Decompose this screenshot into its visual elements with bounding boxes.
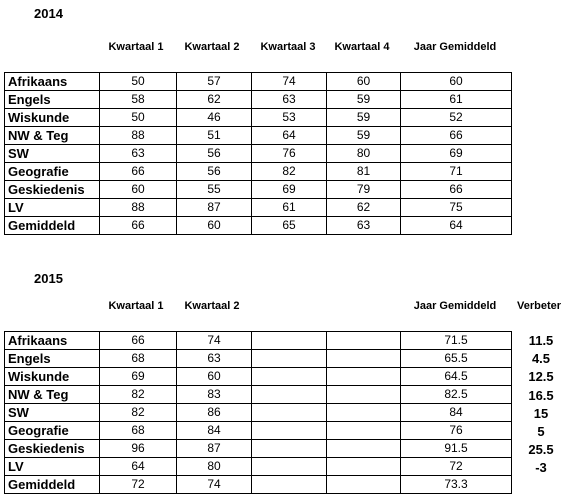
score-cell [252, 458, 327, 476]
improvement-value: 16.5 [528, 387, 554, 403]
score-cell: 79 [327, 181, 401, 199]
score-cell [327, 350, 401, 368]
score-cell: 71.5 [401, 332, 512, 350]
score-cell: 69 [252, 181, 327, 199]
score-cell: 60 [177, 368, 252, 386]
score-cell: 73.3 [401, 476, 512, 494]
score-cell [252, 422, 327, 440]
score-cell: 58 [100, 91, 177, 109]
score-cell [252, 332, 327, 350]
score-cell: 57 [177, 73, 252, 91]
score-cell: 62 [327, 199, 401, 217]
subject-cell: SW [5, 145, 100, 163]
score-cell: 64 [401, 217, 512, 235]
subject-cell: Wiskunde [5, 368, 100, 386]
improvement-value: 4.5 [531, 351, 551, 367]
score-cell: 82.5 [401, 386, 512, 404]
score-cell: 82 [100, 404, 177, 422]
table-row [5, 440, 512, 458]
score-cell [252, 368, 327, 386]
column-header: Jaar Gemiddeld [413, 300, 497, 312]
score-cell: 60 [177, 217, 252, 235]
score-cell: 68 [100, 350, 177, 368]
score-cell: 96 [100, 440, 177, 458]
score-cell: 76 [252, 145, 327, 163]
score-cell: 61 [401, 91, 512, 109]
score-cell: 60 [100, 181, 177, 199]
score-cell: 66 [100, 332, 177, 350]
score-cell: 87 [177, 199, 252, 217]
score-cell [327, 422, 401, 440]
subject-cell: Geskiedenis [5, 181, 100, 199]
table-row [5, 476, 512, 494]
score-cell: 75 [401, 199, 512, 217]
score-cell: 52 [401, 109, 512, 127]
subject-cell: Wiskunde [5, 109, 100, 127]
subject-cell: Gemiddeld [5, 217, 100, 235]
table-row [5, 127, 512, 145]
score-cell: 63 [100, 145, 177, 163]
subject-cell: LV [5, 199, 100, 217]
score-cell: 65 [252, 217, 327, 235]
column-header: Kwartaal 1 [108, 300, 164, 312]
table-row [5, 109, 512, 127]
score-cell: 80 [327, 145, 401, 163]
score-cell: 74 [252, 73, 327, 91]
score-cell: 68 [100, 422, 177, 440]
subject-cell: Geskiedenis [5, 440, 100, 458]
score-cell: 81 [327, 163, 401, 181]
score-cell [327, 440, 401, 458]
column-header: Jaar Gemiddeld [413, 41, 497, 53]
improvement-value: 25.5 [528, 442, 554, 458]
table-row [5, 368, 512, 386]
score-cell: 66 [401, 181, 512, 199]
score-cell: 51 [177, 127, 252, 145]
score-cell: 84 [177, 422, 252, 440]
score-cell: 66 [100, 217, 177, 235]
score-cell: 46 [177, 109, 252, 127]
score-cell: 71 [401, 163, 512, 181]
score-cell: 50 [100, 109, 177, 127]
table-row [5, 386, 512, 404]
score-cell: 69 [401, 145, 512, 163]
improvement-header: Verbeter [517, 300, 562, 312]
score-cell: 50 [100, 73, 177, 91]
score-cell [252, 440, 327, 458]
subject-cell: SW [5, 404, 100, 422]
table-row [5, 91, 512, 109]
score-cell: 55 [177, 181, 252, 199]
score-cell [252, 404, 327, 422]
table-row [5, 458, 512, 476]
table-row [5, 217, 512, 235]
score-cell [327, 386, 401, 404]
score-cell [327, 404, 401, 422]
improvement-value: 11.5 [528, 333, 554, 348]
score-cell: 66 [100, 163, 177, 181]
score-cell: 64 [100, 458, 177, 476]
score-cell [252, 350, 327, 368]
score-cell [327, 458, 401, 476]
score-cell: 59 [327, 109, 401, 127]
score-cell: 60 [401, 73, 512, 91]
subject-cell: Engels [5, 91, 100, 109]
score-cell: 87 [177, 440, 252, 458]
table-row [5, 332, 512, 350]
score-cell: 63 [252, 91, 327, 109]
column-header: Kwartaal 2 [184, 300, 240, 312]
score-cell: 59 [327, 91, 401, 109]
table-row [5, 163, 512, 181]
column-header: Kwartaal 4 [334, 41, 390, 53]
score-cell: 82 [100, 386, 177, 404]
subject-cell: LV [5, 458, 100, 476]
score-cell: 82 [252, 163, 327, 181]
score-cell: 60 [327, 73, 401, 91]
subject-cell: NW & Teg [5, 127, 100, 145]
score-cell [327, 368, 401, 386]
improvement-value: 15 [533, 405, 549, 421]
subject-cell: Geografie [5, 163, 100, 181]
subject-cell: Afrikaans [5, 332, 100, 350]
score-cell: 56 [177, 163, 252, 181]
score-cell: 59 [327, 127, 401, 145]
table-row [5, 199, 512, 217]
score-cell: 72 [100, 476, 177, 494]
score-cell: 74 [177, 476, 252, 494]
improvement-value: -3 [535, 460, 547, 476]
score-cell: 53 [252, 109, 327, 127]
table-row [5, 73, 512, 91]
subject-cell: Geografie [5, 422, 100, 440]
score-cell: 65.5 [401, 350, 512, 368]
score-cell: 80 [177, 458, 252, 476]
score-cell: 72 [401, 458, 512, 476]
score-cell: 84 [401, 404, 512, 422]
score-cell: 83 [177, 386, 252, 404]
score-cell: 74 [177, 332, 252, 350]
table-row [5, 404, 512, 422]
column-header: Kwartaal 2 [184, 41, 240, 53]
score-cell [327, 476, 401, 494]
table-row [5, 181, 512, 199]
score-cell: 86 [177, 404, 252, 422]
improvement-value: 12.5 [528, 369, 554, 385]
score-cell: 56 [177, 145, 252, 163]
score-cell: 91.5 [401, 440, 512, 458]
table-2014 [4, 72, 512, 235]
column-header: Kwartaal 3 [260, 41, 316, 53]
score-cell: 69 [100, 368, 177, 386]
score-cell: 88 [100, 127, 177, 145]
column-header: Kwartaal 1 [108, 41, 164, 53]
score-cell: 62 [177, 91, 252, 109]
year-title-2015: 2015 [34, 271, 63, 286]
table-row [5, 145, 512, 163]
score-cell: 76 [401, 422, 512, 440]
score-cell [327, 332, 401, 350]
score-cell [252, 386, 327, 404]
score-cell: 64 [252, 127, 327, 145]
score-cell: 66 [401, 127, 512, 145]
year-title-2014: 2014 [34, 6, 63, 21]
score-cell: 63 [177, 350, 252, 368]
subject-cell: Afrikaans [5, 73, 100, 91]
score-cell: 63 [327, 217, 401, 235]
table-row [5, 422, 512, 440]
subject-cell: Gemiddeld [5, 476, 100, 494]
table-row [5, 350, 512, 368]
subject-cell: NW & Teg [5, 386, 100, 404]
score-cell: 64.5 [401, 368, 512, 386]
subject-cell: Engels [5, 350, 100, 368]
table-2015 [4, 331, 512, 494]
score-cell [252, 476, 327, 494]
score-cell: 61 [252, 199, 327, 217]
improvement-value: 5 [537, 424, 545, 439]
score-cell: 88 [100, 199, 177, 217]
